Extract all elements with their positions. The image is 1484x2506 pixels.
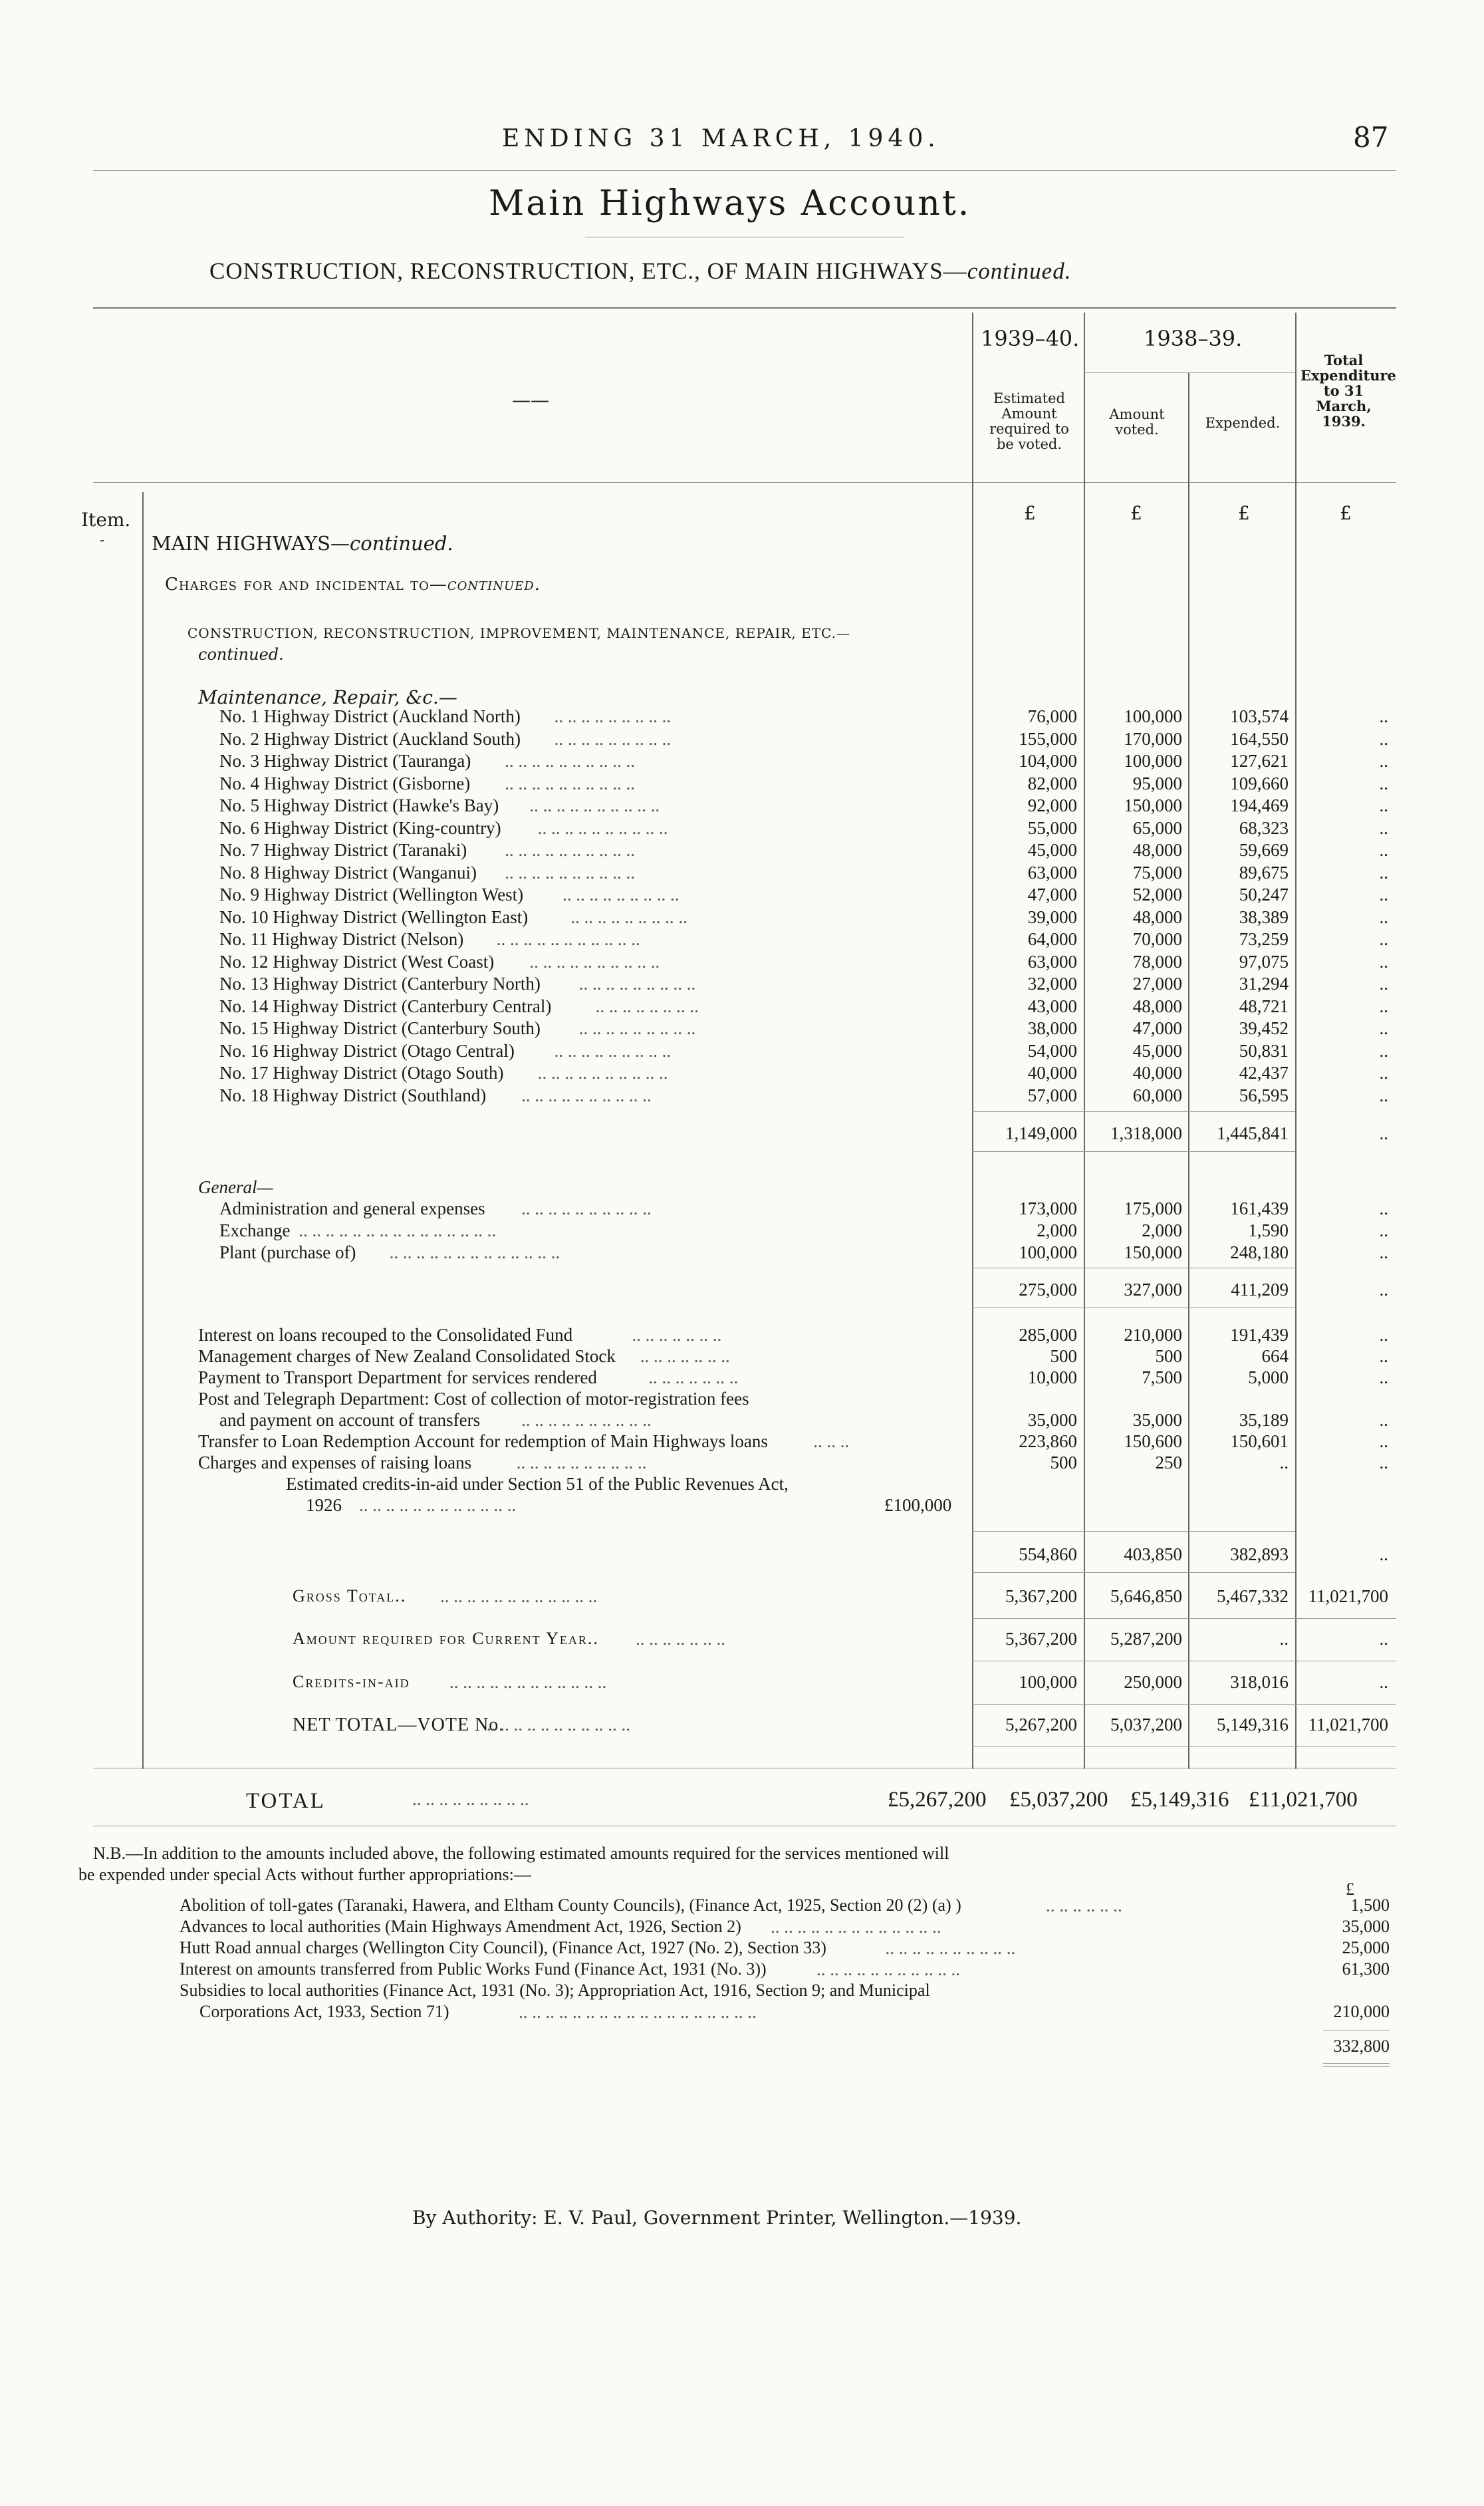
maintenance-row-est: 76,000 [1027, 706, 1077, 726]
maintenance-subtotal-total: .. [1379, 1123, 1388, 1143]
maintenance-row-total: .. [1379, 818, 1388, 838]
other-row-label: Interest on loans recouped to the Consolidated Fund [198, 1325, 573, 1345]
maintenance-row-est: 45,000 [1027, 840, 1077, 860]
maintenance-row-label: No. 8 Highway District (Wanganui) [219, 863, 477, 883]
maintenance-row-label: No. 10 Highway District (Wellington East) [219, 907, 529, 927]
maintenance-row-label: No. 6 Highway District (King-country) [219, 818, 501, 838]
totals-row-leader: .. .. .. .. .. .. .. .. .. .. .. [487, 1715, 630, 1735]
other-row-total: .. [1379, 1410, 1388, 1430]
maintenance-row-exp: 194,469 [1230, 795, 1289, 815]
note-intro-line1: N.B.—In addition to the amounts included above, the following estimated amounts required for the services mentioned will [93, 1844, 949, 1863]
maintenance-row-est: 104,000 [1019, 751, 1077, 771]
maintenance-subtotal-rule [972, 1111, 1295, 1112]
other-row-leader: .. .. .. .. .. .. .. [640, 1346, 730, 1366]
maintenance-row-voted: 150,000 [1124, 795, 1182, 815]
heading-main-suffix: continued. [350, 532, 453, 555]
totals-row-rule [972, 1704, 1396, 1705]
totals-row-rule [972, 1746, 1396, 1747]
maintenance-row-exp: 164,550 [1230, 729, 1289, 749]
other-subtotal-rule [972, 1531, 1295, 1532]
maintenance-subtotal-voted: 1,318,000 [1110, 1123, 1182, 1143]
general-row-exp: 161,439 [1230, 1198, 1289, 1218]
other-row-exp: 35,189 [1239, 1410, 1289, 1430]
maintenance-row-leader: .. .. .. .. .. .. .. .. .. [554, 706, 672, 726]
credits-note-line2: 1926 [306, 1495, 342, 1515]
maintenance-row-est: 55,000 [1027, 818, 1077, 838]
maintenance-row-exp: 97,075 [1239, 952, 1289, 972]
maintenance-row-voted: 100,000 [1124, 751, 1182, 771]
maintenance-row-voted: 70,000 [1132, 929, 1182, 949]
general-row-voted: 2,000 [1142, 1220, 1182, 1240]
other-row-leader: .. .. .. .. .. .. .. [632, 1325, 722, 1345]
maintenance-row-leader: .. .. .. .. .. .. .. .. .. .. [505, 840, 635, 860]
other-row-exp: 664 [1261, 1346, 1289, 1366]
general-row-total: .. [1379, 1242, 1388, 1262]
year-1939-40: 1939–40. [981, 326, 1080, 351]
other-subtotal-est: 554,860 [1019, 1544, 1077, 1564]
maintenance-row-voted: 40,000 [1132, 1063, 1182, 1083]
totals-row-total: .. [1379, 1629, 1388, 1649]
other-row-label: Management charges of New Zealand Consolidated Stock [198, 1346, 616, 1366]
maintenance-row-leader: .. .. .. .. .. .. .. .. .. .. [505, 863, 635, 883]
account-title: Main Highways Account. [489, 184, 971, 223]
totals-row-voted: 250,000 [1124, 1672, 1182, 1692]
maintenance-row-label: No. 3 Highway District (Tauranga) [219, 751, 471, 771]
maintenance-row-label: No. 11 Highway District (Nelson) [219, 929, 464, 949]
general-row-leader: .. .. .. .. .. .. .. .. .. .. .. .. .. .. .. [299, 1220, 497, 1240]
maintenance-row-total: .. [1379, 996, 1388, 1016]
maintenance-row-exp: 50,831 [1239, 1041, 1289, 1061]
maintenance-row-label: No. 4 Highway District (Gisborne) [219, 773, 471, 793]
totals-row-exp: .. [1279, 1629, 1289, 1649]
other-row-voted: 150,600 [1124, 1431, 1182, 1451]
other-row-label: Payment to Transport Department for services rendered [198, 1367, 597, 1387]
item-dash: - [100, 532, 105, 549]
heading-main-text: MAIN HIGHWAYS— [152, 532, 350, 555]
general-row-label: Administration and general expenses [219, 1198, 485, 1218]
other-row-label: Charges and expenses of raising loans [198, 1453, 472, 1472]
page-number: 87 [1353, 121, 1389, 154]
other-row-exp: 5,000 [1248, 1367, 1289, 1387]
maintenance-row-total: .. [1379, 974, 1388, 994]
maintenance-row-label: No. 12 Highway District (West Coast) [219, 952, 495, 972]
maintenance-row-voted: 95,000 [1132, 773, 1182, 793]
note-intro-line2: be expended under special Acts without further appropriations:— [78, 1865, 531, 1884]
note-item-label: Advances to local authorities (Main Highways Amendment Act, 1926, Section 2) [180, 1917, 741, 1936]
maintenance-row-leader: .. .. .. .. .. .. .. .. .. [578, 974, 696, 994]
maintenance-row-voted: 48,000 [1132, 996, 1182, 1016]
col2-label: Amount voted. [1109, 406, 1165, 438]
maintenance-row-voted: 78,000 [1132, 952, 1182, 972]
other-row-label: Post and Telegraph Department: Cost of collection of motor-registration fees [198, 1389, 749, 1409]
general-row-total: .. [1379, 1220, 1388, 1240]
totals-row-exp: 318,016 [1230, 1672, 1289, 1692]
maintenance-row-total: .. [1379, 840, 1388, 860]
note-total: 332,800 [1333, 2036, 1390, 2056]
maintenance-row-voted: 27,000 [1132, 974, 1182, 994]
year-sub-rule [1084, 372, 1295, 373]
general-row-est: 100,000 [1019, 1242, 1077, 1262]
note-last-line2: Corporations Act, 1933, Section 71) [199, 2002, 449, 2021]
other-row-voted: 35,000 [1132, 1410, 1182, 1430]
other-row-label-continued: and payment on account of transfers [219, 1410, 481, 1430]
maintenance-subtotal-rule-bottom [972, 1151, 1295, 1152]
maintenance-row-leader: .. .. .. .. .. .. .. .. .. [562, 885, 680, 905]
totals-row-voted: 5,037,200 [1110, 1715, 1182, 1735]
other-row-label: Transfer to Loan Redemption Account for redemption of Main Highways loans [198, 1431, 768, 1451]
other-row-voted: 210,000 [1124, 1325, 1182, 1345]
maintenance-row-exp: 68,323 [1239, 818, 1289, 838]
maintenance-row-total: .. [1379, 1085, 1388, 1105]
totals-row-voted: 5,646,850 [1110, 1586, 1182, 1606]
maintenance-row-label: No. 13 Highway District (Canterbury North) [219, 974, 541, 994]
maintenance-row-leader: .. .. .. .. .. .. .. .. .. [570, 907, 687, 927]
maintenance-row-exp: 48,721 [1239, 996, 1289, 1016]
general-row-exp: 248,180 [1230, 1242, 1289, 1262]
maintenance-subtotal-est: 1,149,000 [1005, 1123, 1077, 1143]
running-title: ENDING 31 MARCH, 1940. [502, 125, 940, 152]
heading-charges-suffix: continued. [447, 575, 541, 595]
stub-dash: —— [512, 389, 549, 411]
maintenance-row-voted: 170,000 [1124, 729, 1182, 749]
maintenance-row-total: .. [1379, 1041, 1388, 1061]
maintenance-row-leader: .. .. .. .. .. .. .. .. .. .. .. [496, 929, 640, 949]
maintenance-row-voted: 100,000 [1124, 706, 1182, 726]
other-row-est: 10,000 [1027, 1367, 1077, 1387]
currency-col3: £ [1238, 502, 1250, 524]
general-row-total: .. [1379, 1198, 1388, 1218]
other-row-exp: .. [1279, 1453, 1289, 1472]
maintenance-row-leader: .. .. .. .. .. .. .. .. .. .. [537, 818, 668, 838]
note-item-leader: .. .. .. .. .. .. .. .. .. .. .. .. .. [771, 1917, 941, 1937]
maintenance-row-total: .. [1379, 929, 1388, 949]
header-rule [93, 170, 1396, 171]
note-item-amount: 25,000 [1342, 1938, 1390, 1957]
maintenance-row-total: .. [1379, 907, 1388, 927]
maintenance-row-label: No. 16 Highway District (Otago Central) [219, 1041, 515, 1061]
maintenance-row-exp: 42,437 [1239, 1063, 1289, 1083]
maintenance-row-exp: 109,660 [1230, 773, 1289, 793]
maintenance-row-est: 32,000 [1027, 974, 1077, 994]
note-total-underline-2 [1323, 2066, 1390, 2067]
footer-imprint: By Authority: E. V. Paul, Government Printer, Wellington.—1939. [412, 2207, 1022, 2229]
totals-row-label: Credits-in-aid [293, 1672, 410, 1691]
section-title-suffix: continued. [967, 258, 1072, 284]
maintenance-row-est: 82,000 [1027, 773, 1077, 793]
totals-row-total: 11,021,700 [1308, 1586, 1388, 1606]
maintenance-row-est: 155,000 [1019, 729, 1077, 749]
maintenance-row-total: .. [1379, 729, 1388, 749]
maintenance-row-label: No. 14 Highway District (Canterbury Central) [219, 996, 552, 1016]
maintenance-row-voted: 48,000 [1132, 840, 1182, 860]
general-row-leader: .. .. .. .. .. .. .. .. .. .. .. .. .. [389, 1242, 560, 1262]
maintenance-row-est: 92,000 [1027, 795, 1077, 815]
maintenance-row-leader: .. .. .. .. .. .. .. .. [595, 996, 699, 1016]
maintenance-row-leader: .. .. .. .. .. .. .. .. .. .. [505, 751, 635, 771]
totals-row-label: Gross Total.. [293, 1586, 407, 1605]
note-item-amount: 35,000 [1342, 1917, 1390, 1936]
general-row-voted: 150,000 [1124, 1242, 1182, 1262]
maintenance-row-leader: .. .. .. .. .. .. .. .. .. .. [529, 952, 660, 972]
maintenance-row-voted: 48,000 [1132, 907, 1182, 927]
note-item-label: Hutt Road annual charges (Wellington City Council), (Finance Act, 1927 (No. 2), Section 33) [180, 1938, 826, 1957]
maintenance-row-voted: 75,000 [1132, 863, 1182, 883]
general-subtotal-voted: 327,000 [1124, 1280, 1182, 1300]
general-row-est: 2,000 [1037, 1220, 1077, 1240]
currency-col1: £ [1024, 502, 1036, 524]
maintenance-row-total: .. [1379, 751, 1388, 771]
maintenance-row-exp: 127,621 [1230, 751, 1289, 771]
maintenance-row-total: .. [1379, 1063, 1388, 1083]
other-subtotal-total: .. [1379, 1544, 1388, 1564]
other-row-est: 500 [1050, 1453, 1077, 1472]
other-row-total: .. [1379, 1325, 1388, 1345]
note-last-leader: .. .. .. .. .. .. .. .. .. .. .. .. .. .. .. .. .. .. [519, 2002, 757, 2022]
other-row-est: 35,000 [1027, 1410, 1077, 1430]
maintenance-row-exp: 38,389 [1239, 907, 1289, 927]
maintenance-row-voted: 47,000 [1132, 1018, 1182, 1038]
totals-row-total: 11,021,700 [1308, 1715, 1388, 1735]
totals-row-exp: 5,467,332 [1217, 1586, 1289, 1606]
maintenance-row-leader: .. .. .. .. .. .. .. .. .. .. [505, 773, 635, 793]
other-row-voted: 500 [1155, 1346, 1182, 1366]
maintenance-row-est: 38,000 [1027, 1018, 1077, 1038]
grand-total-total: £11,021,700 [1249, 1788, 1358, 1812]
maintenance-row-exp: 103,574 [1230, 706, 1289, 726]
totals-row-est: 5,367,200 [1005, 1629, 1077, 1649]
maintenance-row-total: .. [1379, 863, 1388, 883]
other-row-exp: 150,601 [1230, 1431, 1289, 1451]
section-title-main: CONSTRUCTION, RECONSTRUCTION, ETC., OF MAIN HIGHWAYS— [209, 258, 967, 284]
totals-row-leader: .. .. .. .. .. .. .. .. .. .. .. .. [440, 1586, 598, 1606]
other-row-total: .. [1379, 1453, 1388, 1472]
maintenance-row-exp: 31,294 [1239, 974, 1289, 994]
other-row-total: .. [1379, 1431, 1388, 1451]
note-item-label: Interest on amounts transferred from Public Works Fund (Finance Act, 1931 (No. 3)) [180, 1959, 767, 1979]
other-row-est: 285,000 [1019, 1325, 1077, 1345]
totals-row-label: NET TOTAL—VOTE No. [293, 1715, 505, 1735]
maintenance-row-est: 54,000 [1027, 1041, 1077, 1061]
item-label: Item. [81, 509, 131, 531]
maintenance-row-est: 43,000 [1027, 996, 1077, 1016]
totals-row-rule [972, 1618, 1396, 1619]
table-top-rule [93, 307, 1396, 309]
grand-total-exp: £5,149,316 [1130, 1788, 1229, 1812]
totals-row-leader: .. .. .. .. .. .. .. .. .. .. .. .. [449, 1672, 607, 1692]
currency-col4: £ [1340, 502, 1352, 524]
heading-construction: CONSTRUCTION, RECONSTRUCTION, IMPROVEMENT, MAINTENANCE, REPAIR, ETC.— [187, 625, 850, 641]
col1-label: Estimated Amount required to be voted. [989, 390, 1069, 452]
other-row-leader: .. .. .. .. .. .. .. [648, 1367, 739, 1387]
general-row-label: Plant (purchase of) [219, 1242, 356, 1262]
maintenance-row-label: No. 17 Highway District (Otago South) [219, 1063, 504, 1083]
maintenance-row-est: 63,000 [1027, 863, 1077, 883]
other-row-voted: 250 [1155, 1453, 1182, 1472]
general-row-voted: 175,000 [1124, 1198, 1182, 1218]
maintenance-row-est: 63,000 [1027, 952, 1077, 972]
other-row-est: 223,860 [1019, 1431, 1077, 1451]
maintenance-row-label: No. 18 Highway District (Southland) [219, 1085, 487, 1105]
general-row-est: 173,000 [1019, 1198, 1077, 1218]
other-row-total: .. [1379, 1346, 1388, 1366]
currency-col2: £ [1130, 502, 1142, 524]
other-subtotal-exp: 382,893 [1230, 1544, 1289, 1564]
maintenance-row-est: 40,000 [1027, 1063, 1077, 1083]
table-head-rule [93, 482, 1396, 483]
maintenance-row-exp: 56,595 [1239, 1085, 1289, 1105]
maintenance-row-exp: 59,669 [1239, 840, 1289, 860]
note-item-leader: .. .. .. .. .. .. [1046, 1895, 1122, 1915]
totals-row-est: 5,367,200 [1005, 1586, 1077, 1606]
note-last-amount: 210,000 [1333, 2002, 1390, 2021]
col3-label: Expended. [1205, 415, 1281, 431]
maintenance-row-exp: 89,675 [1239, 863, 1289, 883]
maintenance-row-est: 47,000 [1027, 885, 1077, 905]
grand-total-label: TOTAL [246, 1789, 326, 1813]
maintenance-row-leader: .. .. .. .. .. .. .. .. .. .. [537, 1063, 668, 1083]
heading-maintenance: Maintenance, Repair, &c.— [198, 686, 457, 708]
maintenance-row-leader: .. .. .. .. .. .. .. .. .. [578, 1018, 696, 1038]
general-subtotal-total: .. [1379, 1280, 1388, 1300]
heading-general: General— [198, 1177, 273, 1197]
note-item-amount: 61,300 [1342, 1959, 1390, 1979]
col-sep-item [142, 492, 144, 1769]
col4-label: Total Expenditure to 31 March, 1939. [1300, 352, 1396, 430]
maintenance-row-voted: 60,000 [1132, 1085, 1182, 1105]
maintenance-row-total: .. [1379, 773, 1388, 793]
general-row-exp: 1,590 [1248, 1220, 1289, 1240]
grand-total-voted: £5,037,200 [1009, 1788, 1108, 1812]
maintenance-row-total: .. [1379, 885, 1388, 905]
note-item-amount: 1,500 [1350, 1895, 1390, 1915]
note-item-leader: .. .. .. .. .. .. .. .. .. .. .. [816, 1959, 960, 1979]
maintenance-row-total: .. [1379, 952, 1388, 972]
maintenance-subtotal-exp: 1,445,841 [1217, 1123, 1289, 1143]
totals-row-est: 5,267,200 [1005, 1715, 1077, 1735]
general-row-leader: .. .. .. .. .. .. .. .. .. .. [521, 1198, 652, 1218]
grand-total-leader: .. .. .. .. .. .. .. .. .. [412, 1789, 529, 1809]
note-item-label: Abolition of toll-gates (Taranaki, Hawera, and Eltham County Councils), (Finance Act, 1925, Section 20 (2) (a) ) [180, 1895, 961, 1915]
credits-note-leader: .. .. .. .. .. .. .. .. .. .. .. .. [359, 1495, 517, 1515]
maintenance-row-est: 64,000 [1027, 929, 1077, 949]
other-row-exp: 191,439 [1230, 1325, 1289, 1345]
other-row-voted: 7,500 [1142, 1367, 1182, 1387]
credits-note-amount: £100,000 [884, 1495, 952, 1515]
note-last-line1: Subsidies to local authorities (Finance Act, 1931 (No. 3); Appropriation Act, 1916, Section 9; and Municipal [180, 1981, 930, 2000]
maintenance-row-leader: .. .. .. .. .. .. .. .. .. [554, 1041, 672, 1061]
note-currency: £ [1346, 1880, 1354, 1899]
totals-row-label: Amount required for Current Year.. [293, 1629, 599, 1648]
maintenance-row-exp: 73,259 [1239, 929, 1289, 949]
general-subtotal-est: 275,000 [1019, 1280, 1077, 1300]
other-row-leader: .. .. .. .. .. .. .. .. .. .. [516, 1453, 647, 1472]
maintenance-row-exp: 50,247 [1239, 885, 1289, 905]
maintenance-row-label: No. 1 Highway District (Auckland North) [219, 706, 521, 726]
other-subtotal-rule-bottom [972, 1572, 1295, 1573]
credits-note-line1: Estimated credits-in-aid under Section 51 of the Public Revenues Act, [286, 1474, 789, 1494]
note-item-leader: .. .. .. .. .. .. .. .. .. .. [885, 1938, 1016, 1958]
heading-main [152, 532, 453, 555]
heading-charges-text: Charges for and incidental to— [165, 575, 447, 595]
maintenance-row-label: No. 15 Highway District (Canterbury South) [219, 1018, 541, 1038]
maintenance-row-total: .. [1379, 1018, 1388, 1038]
note-total-underline [1323, 2063, 1390, 2064]
maintenance-row-label: No. 5 Highway District (Hawke's Bay) [219, 795, 499, 815]
maintenance-row-voted: 52,000 [1132, 885, 1182, 905]
other-row-leader: .. .. .. .. .. .. .. .. .. .. [521, 1410, 652, 1430]
maintenance-row-leader: .. .. .. .. .. .. .. .. .. .. [529, 795, 660, 815]
maintenance-row-leader: .. .. .. .. .. .. .. .. .. [554, 729, 672, 749]
maintenance-row-est: 39,000 [1027, 907, 1077, 927]
totals-row-exp: 5,149,316 [1217, 1715, 1289, 1735]
totals-row-est: 100,000 [1019, 1672, 1077, 1692]
totals-row-total: .. [1379, 1672, 1388, 1692]
maintenance-row-est: 57,000 [1027, 1085, 1077, 1105]
heading-charges [165, 575, 541, 595]
maintenance-row-label: No. 2 Highway District (Auckland South) [219, 729, 521, 749]
heading-construction-suffix: continued. [198, 645, 284, 664]
maintenance-row-voted: 45,000 [1132, 1041, 1182, 1061]
other-row-est: 500 [1050, 1346, 1077, 1366]
maintenance-row-total: .. [1379, 795, 1388, 815]
maintenance-row-label: No. 7 Highway District (Taranaki) [219, 840, 467, 860]
general-subtotal-exp: 411,209 [1231, 1280, 1289, 1300]
grand-total-est: £5,267,200 [888, 1788, 987, 1812]
other-row-total: .. [1379, 1367, 1388, 1387]
maintenance-row-label: No. 9 Highway District (Wellington West) [219, 885, 524, 905]
general-row-label: Exchange [219, 1220, 291, 1240]
other-row-leader: .. .. .. [813, 1431, 850, 1451]
maintenance-row-voted: 65,000 [1132, 818, 1182, 838]
totals-row-voted: 5,287,200 [1110, 1629, 1182, 1649]
maintenance-row-leader: .. .. .. .. .. .. .. .. .. .. [521, 1085, 652, 1105]
maintenance-row-exp: 39,452 [1239, 1018, 1289, 1038]
section-title [209, 258, 1071, 285]
totals-row-leader: .. .. .. .. .. .. .. [636, 1629, 725, 1649]
other-subtotal-voted: 403,850 [1124, 1544, 1182, 1564]
maintenance-row-total: .. [1379, 706, 1388, 726]
year-1938-39: 1938–39. [1144, 326, 1243, 351]
